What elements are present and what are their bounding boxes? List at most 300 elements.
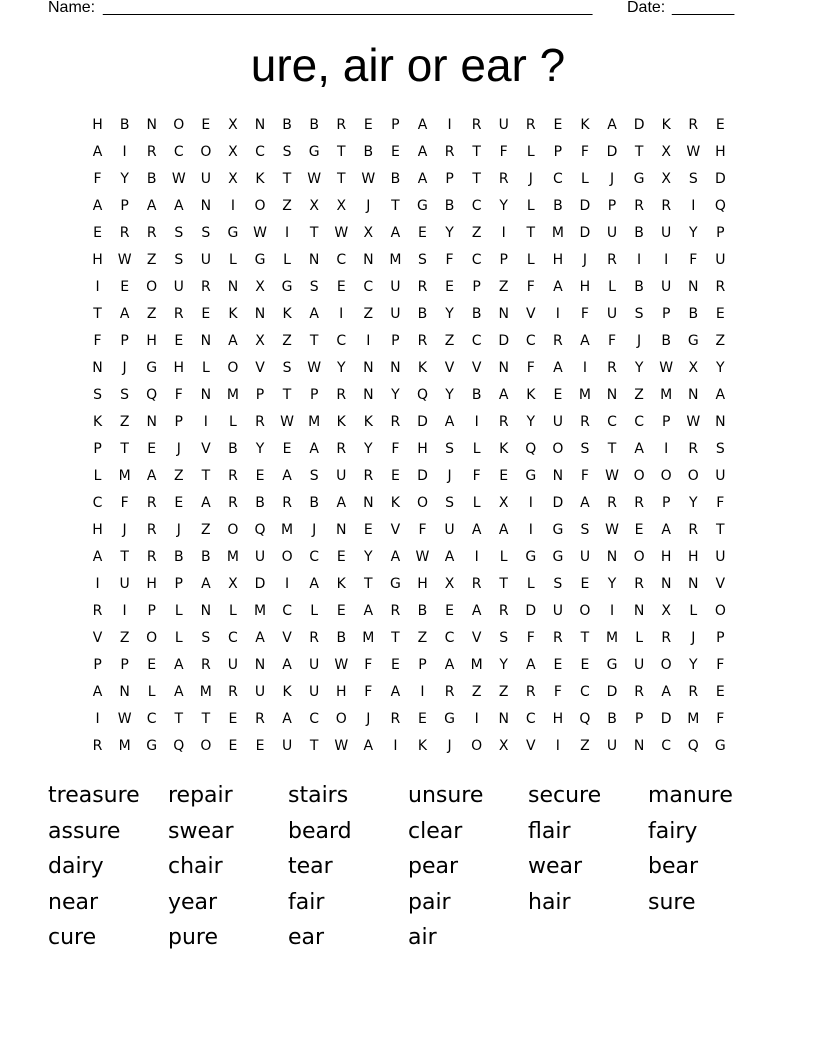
grid-letter[interactable]: R <box>634 198 644 214</box>
grid-letter[interactable]: N <box>200 333 212 349</box>
grid-letter[interactable]: A <box>228 333 238 349</box>
grid-letter[interactable]: S <box>634 306 644 322</box>
grid-letter[interactable]: F <box>716 711 725 727</box>
grid-letter[interactable]: J <box>582 252 588 268</box>
grid-letter[interactable]: G <box>227 225 239 241</box>
grid-letter[interactable]: U <box>715 252 726 268</box>
grid-letter[interactable]: B <box>661 333 671 349</box>
grid-letter[interactable]: E <box>336 549 346 565</box>
grid-letter[interactable]: S <box>499 630 509 646</box>
grid-letter[interactable]: R <box>119 225 130 241</box>
grid-letter[interactable]: W <box>605 468 619 484</box>
grid-letter[interactable]: A <box>498 387 509 403</box>
grid-letter[interactable]: C <box>471 198 482 214</box>
grid-letter[interactable]: F <box>716 495 725 511</box>
grid-letter[interactable]: W <box>117 252 132 268</box>
grid-letter[interactable]: A <box>417 171 428 187</box>
grid-letter[interactable]: G <box>308 144 320 160</box>
grid-letter[interactable]: Y <box>688 225 698 241</box>
grid-letter[interactable]: F <box>526 279 535 295</box>
grid-letter[interactable]: R <box>255 711 265 727</box>
grid-letter[interactable]: G <box>146 738 158 754</box>
grid-letter[interactable]: H <box>660 549 672 565</box>
grid-letter[interactable]: D <box>525 603 537 619</box>
grid-letter[interactable]: A <box>471 603 482 619</box>
grid-letter[interactable]: R <box>282 495 292 511</box>
grid-letter[interactable]: Y <box>255 441 265 457</box>
grid-letter[interactable]: F <box>418 522 427 538</box>
grid-letter[interactable]: Y <box>526 414 536 430</box>
grid-letter[interactable]: Z <box>173 468 184 484</box>
grid-letter[interactable]: S <box>688 171 698 187</box>
grid-letter[interactable]: A <box>119 306 130 322</box>
grid-letter[interactable]: P <box>716 630 725 646</box>
grid-letter[interactable]: D <box>606 684 618 700</box>
grid-letter[interactable]: O <box>254 198 266 214</box>
grid-letter[interactable]: N <box>363 252 374 268</box>
grid-letter[interactable]: X <box>255 333 265 349</box>
grid-letter[interactable]: N <box>308 252 320 268</box>
grid-letter[interactable]: U <box>552 603 563 619</box>
grid-letter[interactable]: R <box>553 630 563 646</box>
grid-letter[interactable]: Y <box>607 576 617 592</box>
grid-letter[interactable]: H <box>146 333 157 349</box>
grid-letter[interactable]: L <box>229 252 237 268</box>
grid-letter[interactable]: F <box>499 144 508 160</box>
grid-letter[interactable]: R <box>336 117 347 133</box>
grid-letter[interactable]: Q <box>687 738 699 754</box>
grid-letter[interactable]: R <box>417 279 428 295</box>
grid-letter[interactable]: F <box>391 441 400 457</box>
grid-letter[interactable]: B <box>634 225 644 241</box>
grid-letter[interactable]: L <box>472 441 481 457</box>
grid-letter[interactable]: C <box>525 711 536 727</box>
grid-letter[interactable]: D <box>660 711 672 727</box>
grid-letter[interactable]: B <box>607 711 617 727</box>
grid-letter[interactable]: L <box>689 603 698 619</box>
grid-letter[interactable]: P <box>472 279 481 295</box>
grid-letter[interactable]: N <box>146 117 157 133</box>
grid-letter[interactable]: Y <box>716 360 725 376</box>
grid-letter[interactable]: R <box>444 144 455 160</box>
grid-letter[interactable]: N <box>119 684 130 700</box>
grid-letter[interactable]: N <box>660 576 672 592</box>
grid-letter[interactable]: T <box>309 333 319 349</box>
grid-letter[interactable]: A <box>553 360 563 376</box>
grid-letter[interactable]: R <box>390 603 401 619</box>
grid-letter[interactable]: I <box>285 576 290 592</box>
grid-letter[interactable]: A <box>146 468 157 484</box>
grid-letter[interactable]: Y <box>336 360 346 376</box>
grid-letter[interactable]: R <box>634 495 644 511</box>
grid-letter[interactable]: K <box>499 441 509 457</box>
grid-letter[interactable]: R <box>228 684 238 700</box>
grid-letter[interactable]: V <box>471 630 482 646</box>
grid-letter[interactable]: U <box>579 549 591 565</box>
grid-letter[interactable]: F <box>716 657 725 673</box>
grid-letter[interactable]: J <box>312 522 317 538</box>
grid-letter[interactable]: P <box>120 198 129 214</box>
grid-letter[interactable]: I <box>637 252 642 268</box>
grid-letter[interactable]: X <box>661 144 671 160</box>
grid-letter[interactable]: M <box>253 603 267 619</box>
grid-letter[interactable]: T <box>201 711 211 727</box>
grid-letter[interactable]: N <box>254 117 266 133</box>
grid-letter[interactable]: N <box>633 603 645 619</box>
grid-letter[interactable]: R <box>498 603 509 619</box>
grid-letter[interactable]: R <box>146 522 157 538</box>
grid-letter[interactable]: I <box>474 711 479 727</box>
grid-letter[interactable]: U <box>254 549 266 565</box>
name-field[interactable]: _______________________________________________________ <box>103 0 593 16</box>
grid-letter[interactable]: A <box>444 657 455 673</box>
grid-letter[interactable]: E <box>363 117 373 133</box>
grid-letter[interactable]: C <box>92 495 103 511</box>
grid-letter[interactable]: B <box>363 144 374 160</box>
grid-letter[interactable]: L <box>608 279 616 295</box>
grid-letter[interactable]: K <box>417 360 428 376</box>
grid-letter[interactable]: R <box>471 117 482 133</box>
grid-letter[interactable]: B <box>255 495 265 511</box>
grid-letter[interactable]: L <box>472 495 481 511</box>
grid-letter[interactable]: A <box>444 414 455 430</box>
grid-letter[interactable]: Q <box>525 441 537 457</box>
grid-letter[interactable]: A <box>92 684 103 700</box>
grid-letter[interactable]: N <box>336 522 347 538</box>
grid-letter[interactable]: R <box>715 279 726 295</box>
grid-letter[interactable]: E <box>553 657 563 673</box>
grid-letter[interactable]: T <box>391 198 400 214</box>
grid-letter[interactable]: Y <box>499 657 508 673</box>
grid-letter[interactable]: Z <box>119 630 130 646</box>
grid-letter[interactable]: U <box>498 117 509 133</box>
grid-letter[interactable]: Z <box>634 387 644 403</box>
grid-letter[interactable]: Z <box>471 225 482 241</box>
grid-letter[interactable]: C <box>607 414 617 430</box>
grid-letter[interactable]: P <box>255 387 265 403</box>
grid-letter[interactable]: C <box>173 144 184 160</box>
grid-letter[interactable]: U <box>390 279 401 295</box>
grid-letter[interactable]: A <box>661 684 671 700</box>
grid-letter[interactable]: T <box>120 441 129 457</box>
grid-letter[interactable]: R <box>228 495 238 511</box>
grid-letter[interactable]: K <box>228 306 238 322</box>
grid-letter[interactable]: E <box>201 306 211 322</box>
grid-letter[interactable]: W <box>659 360 674 376</box>
grid-letter[interactable]: O <box>200 144 212 160</box>
grid-letter[interactable]: Z <box>363 306 374 322</box>
grid-letter[interactable]: A <box>417 144 428 160</box>
grid-letter[interactable]: C <box>336 252 347 268</box>
grid-letter[interactable]: Q <box>254 522 266 538</box>
grid-letter[interactable]: P <box>174 576 183 592</box>
grid-letter[interactable]: U <box>309 684 320 700</box>
grid-letter[interactable]: P <box>607 198 617 214</box>
grid-letter[interactable]: B <box>309 117 319 133</box>
grid-letter[interactable]: R <box>634 684 644 700</box>
grid-letter[interactable]: T <box>472 171 481 187</box>
grid-letter[interactable]: F <box>607 333 617 349</box>
grid-letter[interactable]: Q <box>146 387 158 403</box>
grid-letter[interactable]: Y <box>634 360 644 376</box>
grid-letter[interactable]: P <box>634 711 644 727</box>
grid-letter[interactable]: A <box>471 522 482 538</box>
grid-letter[interactable]: S <box>418 252 427 268</box>
grid-letter[interactable]: J <box>528 171 533 187</box>
grid-letter[interactable]: M <box>551 225 564 241</box>
grid-letter[interactable]: U <box>200 252 211 268</box>
grid-letter[interactable]: O <box>146 279 158 295</box>
grid-letter[interactable]: F <box>472 468 481 484</box>
grid-letter[interactable]: E <box>418 711 427 727</box>
grid-letter[interactable]: E <box>634 522 644 538</box>
grid-letter[interactable]: X <box>228 171 238 187</box>
grid-letter[interactable]: N <box>606 549 618 565</box>
grid-letter[interactable]: V <box>715 576 726 592</box>
grid-letter[interactable]: A <box>336 495 347 511</box>
grid-letter[interactable]: W <box>334 738 349 754</box>
grid-letter[interactable]: U <box>444 522 455 538</box>
grid-letter[interactable]: Z <box>146 252 157 268</box>
grid-letter[interactable]: A <box>390 684 401 700</box>
grid-letter[interactable]: Q <box>173 738 185 754</box>
grid-letter[interactable]: R <box>607 495 617 511</box>
grid-letter[interactable]: R <box>607 252 617 268</box>
grid-letter[interactable]: T <box>607 441 617 457</box>
grid-letter[interactable]: B <box>201 549 211 565</box>
grid-letter[interactable]: T <box>174 711 184 727</box>
grid-letter[interactable]: L <box>283 252 291 268</box>
grid-letter[interactable]: I <box>95 576 100 592</box>
grid-letter[interactable]: X <box>498 495 509 511</box>
grid-letter[interactable]: B <box>309 495 319 511</box>
grid-letter[interactable]: A <box>580 495 590 511</box>
grid-letter[interactable]: X <box>688 360 699 376</box>
grid-letter[interactable]: S <box>715 441 725 457</box>
grid-letter[interactable]: A <box>201 576 211 592</box>
grid-letter[interactable]: U <box>309 657 320 673</box>
grid-letter[interactable]: V <box>526 738 536 754</box>
grid-letter[interactable]: U <box>200 171 211 187</box>
grid-letter[interactable]: E <box>445 279 454 295</box>
grid-letter[interactable]: A <box>309 306 319 322</box>
grid-letter[interactable]: P <box>661 306 671 322</box>
grid-letter[interactable]: O <box>660 657 672 673</box>
grid-letter[interactable]: U <box>606 306 618 322</box>
grid-letter[interactable]: T <box>526 225 536 241</box>
grid-letter[interactable]: I <box>664 441 669 457</box>
grid-letter[interactable]: B <box>688 306 699 322</box>
grid-letter[interactable]: T <box>499 576 508 592</box>
grid-letter[interactable]: E <box>120 279 130 295</box>
grid-letter[interactable]: G <box>444 711 455 727</box>
grid-letter[interactable]: N <box>200 198 212 214</box>
grid-letter[interactable]: N <box>200 387 212 403</box>
grid-letter[interactable]: T <box>282 171 292 187</box>
grid-letter[interactable]: A <box>526 657 536 673</box>
grid-letter[interactable]: R <box>688 117 699 133</box>
grid-letter[interactable]: X <box>228 144 238 160</box>
grid-letter[interactable]: D <box>417 468 428 484</box>
grid-letter[interactable]: E <box>580 657 590 673</box>
grid-letter[interactable]: J <box>122 522 127 538</box>
grid-letter[interactable]: I <box>122 144 127 160</box>
grid-letter[interactable]: W <box>280 414 294 430</box>
grid-letter[interactable]: L <box>526 198 535 214</box>
grid-letter[interactable]: F <box>364 657 373 673</box>
grid-letter[interactable]: W <box>171 171 186 187</box>
grid-letter[interactable]: A <box>553 279 563 295</box>
grid-letter[interactable]: R <box>525 684 536 700</box>
grid-letter[interactable]: E <box>580 576 590 592</box>
grid-letter[interactable]: I <box>474 414 479 430</box>
grid-letter[interactable]: H <box>715 144 726 160</box>
grid-letter[interactable]: R <box>580 414 590 430</box>
grid-letter[interactable]: X <box>255 279 265 295</box>
grid-letter[interactable]: A <box>282 657 292 673</box>
grid-letter[interactable]: S <box>201 630 211 646</box>
grid-letter[interactable]: R <box>146 495 157 511</box>
grid-letter[interactable]: J <box>366 198 371 214</box>
grid-letter[interactable]: M <box>362 630 375 646</box>
grid-letter[interactable]: G <box>389 576 401 592</box>
grid-letter[interactable]: P <box>499 252 508 268</box>
grid-letter[interactable]: A <box>444 549 455 565</box>
grid-letter[interactable]: R <box>336 441 347 457</box>
grid-letter[interactable]: U <box>227 657 239 673</box>
grid-letter[interactable]: C <box>661 738 672 754</box>
grid-letter[interactable]: S <box>309 468 319 484</box>
grid-letter[interactable]: K <box>336 576 346 592</box>
grid-letter[interactable]: B <box>417 306 428 322</box>
grid-letter[interactable]: I <box>203 414 208 430</box>
grid-letter[interactable]: I <box>691 198 696 214</box>
grid-letter[interactable]: A <box>92 144 103 160</box>
grid-letter[interactable]: X <box>228 117 238 133</box>
grid-letter[interactable]: K <box>336 414 346 430</box>
grid-letter[interactable]: Y <box>445 225 454 241</box>
grid-letter[interactable]: A <box>282 711 292 727</box>
grid-letter[interactable]: Z <box>282 198 292 214</box>
grid-letter[interactable]: E <box>147 657 157 673</box>
grid-letter[interactable]: D <box>606 144 618 160</box>
grid-letter[interactable]: M <box>605 630 619 646</box>
grid-letter[interactable]: B <box>444 198 455 214</box>
grid-letter[interactable]: D <box>714 171 726 187</box>
grid-letter[interactable]: U <box>173 279 184 295</box>
grid-letter[interactable]: H <box>173 360 185 376</box>
grid-letter[interactable]: I <box>555 306 560 322</box>
grid-letter[interactable]: R <box>173 306 184 322</box>
grid-letter[interactable]: G <box>714 738 726 754</box>
grid-letter[interactable]: J <box>122 360 127 376</box>
grid-letter[interactable]: T <box>336 171 346 187</box>
grid-letter[interactable]: N <box>688 387 699 403</box>
grid-letter[interactable]: A <box>607 117 617 133</box>
grid-letter[interactable]: S <box>120 387 130 403</box>
grid-letter[interactable]: B <box>417 603 428 619</box>
grid-letter[interactable]: C <box>336 333 347 349</box>
grid-letter[interactable]: P <box>391 117 400 133</box>
grid-letter[interactable]: Z <box>119 414 130 430</box>
grid-letter[interactable]: F <box>580 306 589 322</box>
grid-letter[interactable]: H <box>335 684 347 700</box>
grid-letter[interactable]: R <box>309 630 320 646</box>
grid-letter[interactable]: E <box>336 603 346 619</box>
grid-letter[interactable]: P <box>553 144 563 160</box>
grid-letter[interactable]: L <box>526 576 535 592</box>
grid-letter[interactable]: A <box>363 603 374 619</box>
grid-letter[interactable]: H <box>579 279 591 295</box>
grid-letter[interactable]: I <box>393 738 398 754</box>
grid-letter[interactable]: Z <box>498 279 509 295</box>
grid-letter[interactable]: H <box>146 576 157 592</box>
grid-letter[interactable]: R <box>498 414 509 430</box>
grid-letter[interactable]: K <box>255 171 265 187</box>
grid-letter[interactable]: B <box>336 630 347 646</box>
date-field[interactable]: _______ <box>672 0 735 16</box>
grid-letter[interactable]: P <box>418 657 427 673</box>
grid-letter[interactable]: U <box>661 279 672 295</box>
grid-letter[interactable]: A <box>390 225 401 241</box>
grid-letter[interactable]: U <box>606 738 618 754</box>
grid-letter[interactable]: C <box>309 549 320 565</box>
grid-letter[interactable]: J <box>176 522 181 538</box>
grid-letter[interactable]: H <box>417 441 428 457</box>
grid-letter[interactable]: T <box>309 225 319 241</box>
grid-letter[interactable]: O <box>633 468 645 484</box>
grid-letter[interactable]: O <box>416 495 428 511</box>
grid-letter[interactable]: R <box>146 225 157 241</box>
grid-letter[interactable]: C <box>552 171 563 187</box>
grid-letter[interactable]: D <box>417 414 428 430</box>
grid-letter[interactable]: N <box>227 279 239 295</box>
grid-letter[interactable]: R <box>92 738 103 754</box>
grid-letter[interactable]: H <box>417 576 428 592</box>
grid-letter[interactable]: N <box>363 360 374 376</box>
grid-letter[interactable]: J <box>691 630 696 646</box>
grid-letter[interactable]: G <box>525 468 537 484</box>
grid-letter[interactable]: O <box>714 603 726 619</box>
grid-letter[interactable]: T <box>634 144 644 160</box>
grid-letter[interactable]: J <box>637 333 642 349</box>
grid-letter[interactable]: Z <box>444 333 455 349</box>
grid-letter[interactable]: T <box>580 630 590 646</box>
grid-letter[interactable]: I <box>501 225 506 241</box>
grid-letter[interactable]: A <box>715 387 726 403</box>
grid-letter[interactable]: U <box>390 306 401 322</box>
grid-letter[interactable]: E <box>715 684 725 700</box>
grid-letter[interactable]: E <box>715 306 725 322</box>
grid-letter[interactable]: T <box>716 522 725 538</box>
grid-letter[interactable]: I <box>528 522 533 538</box>
grid-letter[interactable]: A <box>92 198 103 214</box>
grid-letter[interactable]: M <box>199 684 212 700</box>
grid-letter[interactable]: U <box>119 576 130 592</box>
grid-letter[interactable]: R <box>336 387 347 403</box>
grid-letter[interactable]: X <box>498 738 509 754</box>
grid-letter[interactable]: L <box>174 630 183 646</box>
grid-letter[interactable]: N <box>498 711 509 727</box>
grid-letter[interactable]: E <box>499 468 509 484</box>
grid-letter[interactable]: A <box>92 549 103 565</box>
grid-letter[interactable]: K <box>282 306 292 322</box>
grid-letter[interactable]: E <box>201 117 211 133</box>
grid-letter[interactable]: P <box>391 333 400 349</box>
grid-letter[interactable]: N <box>92 360 103 376</box>
grid-letter[interactable]: L <box>526 252 535 268</box>
grid-letter[interactable]: G <box>633 171 645 187</box>
